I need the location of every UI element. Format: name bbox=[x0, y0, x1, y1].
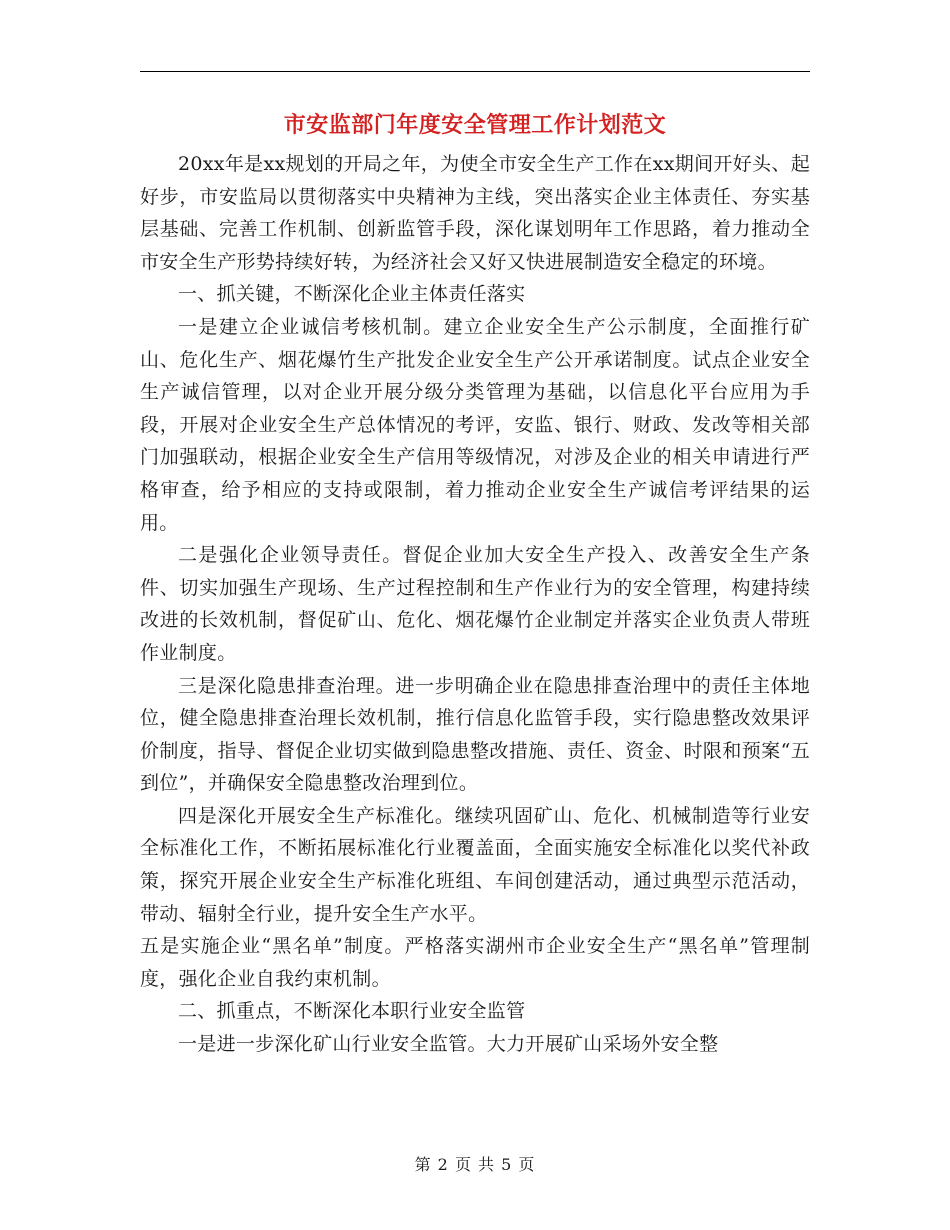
paragraph-item-3: 三是深化隐患排查治理。进一步明确企业在隐患排查治理中的责任主体地位，健全隐患排查治理长效机制，推行信息化监管手段，实行隐患整改效果评价制度，指导、督促企业切实做到隐患整改措施、责任、资金、时限和预案“五到位”，并确保安全隐患整改治理到位。 bbox=[140, 674, 810, 795]
section-heading-2: 二、抓重点，不断深化本职行业安全监管 bbox=[178, 1000, 526, 1023]
document-body bbox=[140, 148, 810, 1061]
header-rule bbox=[140, 71, 810, 72]
paragraph-item-4: 四是深化开展安全生产标准化。继续巩固矿山、危化、机械制造等行业安全标准化工作，不断拓展标准化行业覆盖面，全面实施安全标准化以奖代补政策，探究开展企业安全生产标准化班组、车间创建活动，通过典型示范活动，带动、辐射全行业，提升安全生产水平。 bbox=[140, 804, 810, 925]
paragraph-item-1: 一是建立企业诚信考核机制。建立企业安全生产公示制度，全面推行矿山、危化生产、烟花爆竹生产批发企业安全生产公开承诺制度。试点企业安全生产诚信管理，以对企业开展分级分类管理为基础，以信息化平台应用为手段，开展对企业安全生产总体情况的考评，安监、银行、财政、发改等相关部门加强联动，根据企业安全生产信用等级情况，对涉及企业的相关申请进行严格审查，给予相应的支持或限制，着力推动企业安全生产诚信考评结果的运用。 bbox=[140, 315, 810, 534]
paragraph-item-5: 五是实施企业“黑名单”制度。严格落实湖州市企业安全生产“黑名单”管理制度，强化企业自我约束机制。 bbox=[140, 935, 810, 990]
paragraph-intro: 20xx年是xx规划的开局之年，为使全市安全生产工作在xx期间开好头、起好步，市安监局以贯彻落实中央精神为主线，突出落实企业主体责任、夯实基层基础、完善工作机制、创新监管手段，深化谋划明年工作思路，着力推动全市安全生产形势持续好转，为经济社会又好又快进展制造安全稳定的环境。 bbox=[140, 153, 810, 273]
section-heading-1: 一、抓关键，不断深化企业主体责任落实 bbox=[178, 283, 526, 306]
document-title: 市安监部门年度安全管理工作计划范文 bbox=[283, 112, 667, 138]
page-number-footer: 第 2 页 共 5 页 bbox=[414, 1155, 536, 1174]
paragraph-item-6: 一是进一步深化矿山行业安全监管。大力开展矿山采场外安全整 bbox=[178, 1033, 719, 1056]
paragraph-item-2: 二是强化企业领导责任。督促企业加大安全生产投入、改善安全生产条件、切实加强生产现场、生产过程控制和生产作业行为的安全管理，构建持续改进的长效机制，督促矿山、危化、烟花爆竹企业制定并落实企业负责人带班作业制度。 bbox=[140, 544, 810, 664]
